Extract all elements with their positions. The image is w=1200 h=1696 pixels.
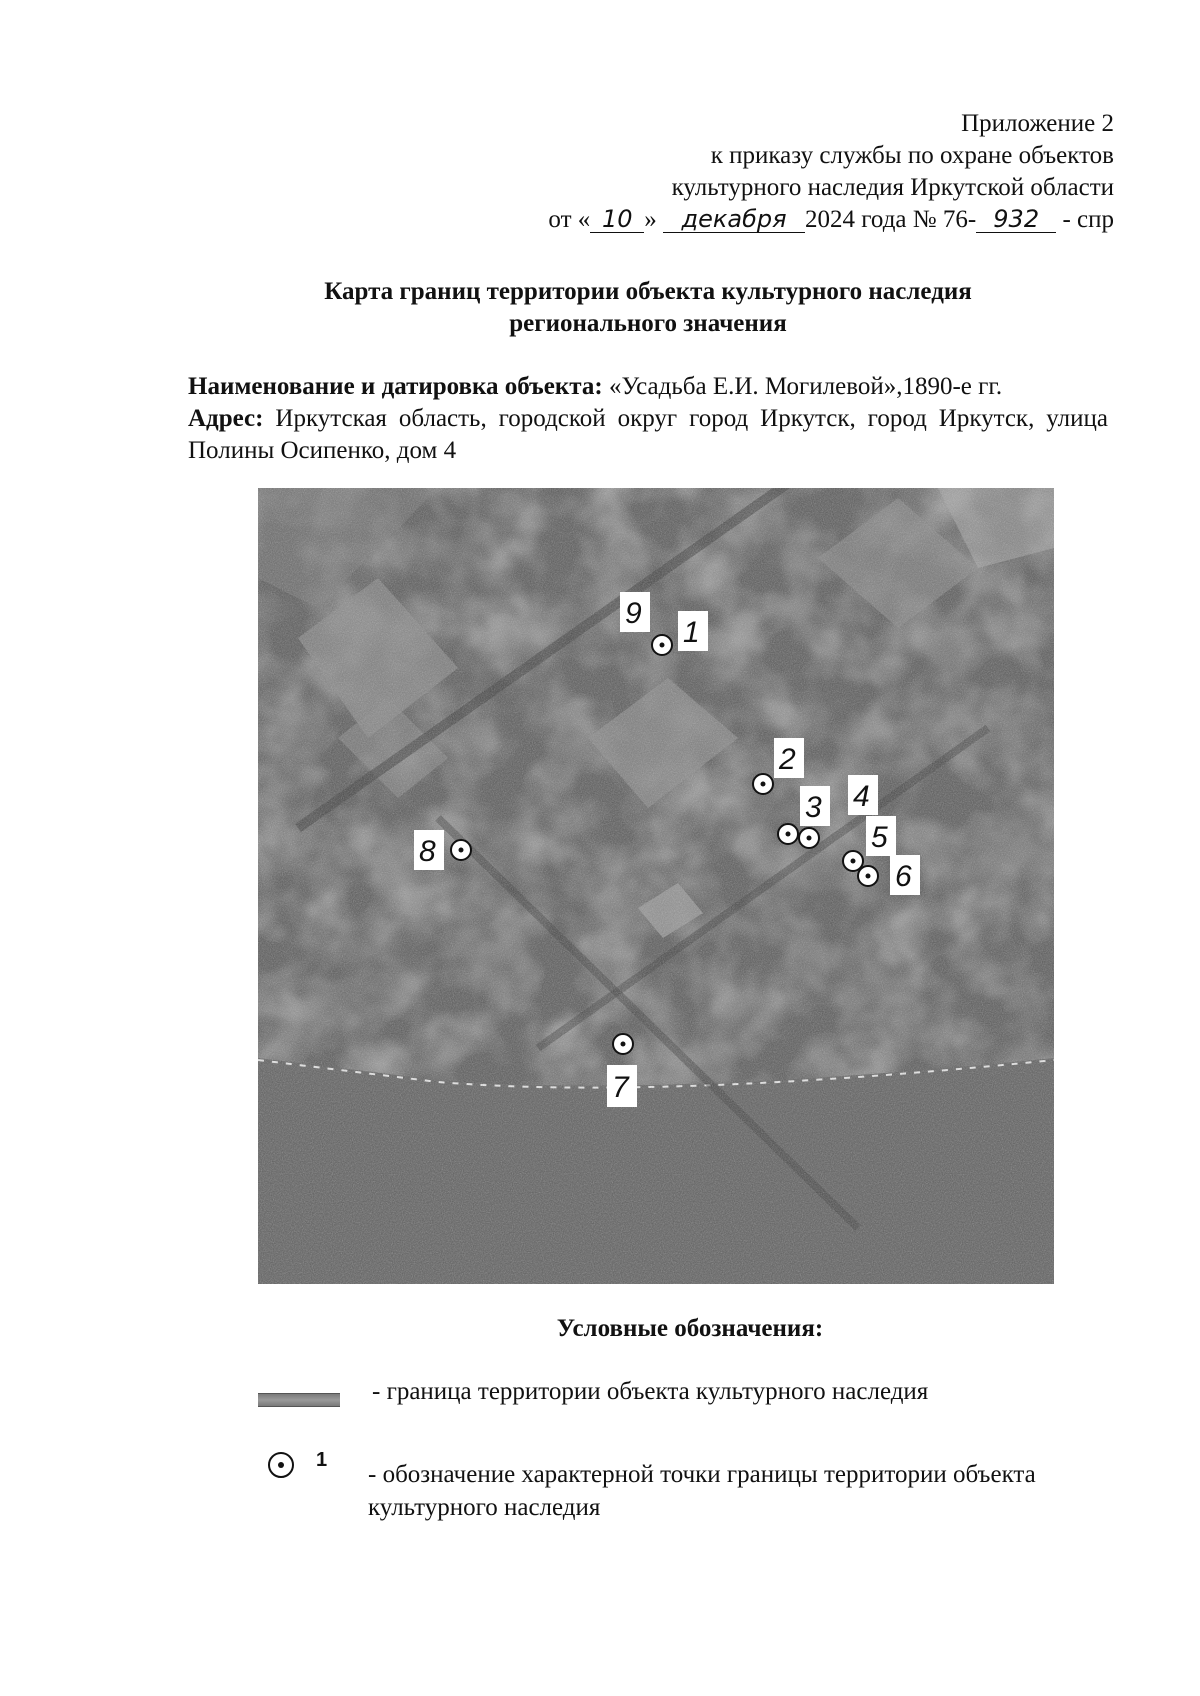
object-address-row (188, 403, 1108, 467)
header-line-1: Приложение 2 (961, 110, 1114, 137)
point-1-label: 1 (683, 616, 700, 649)
title-line-1: Карта границ территории объекта культурного наследия (324, 278, 972, 305)
object-name-label: Наименование и датировка объекта: (188, 373, 603, 400)
point-legend-icon (268, 1452, 294, 1478)
header-block (548, 108, 1114, 236)
header-line-3: культурного наследия Иркутской области (671, 174, 1114, 201)
date-day: 10 (590, 206, 644, 233)
boundary-legend-swatch (258, 1393, 340, 1407)
date-year: 2024 года № 76- (805, 206, 977, 233)
legend-title: Условные обозначения: (556, 1315, 824, 1342)
point-legend-number: 1 (316, 1449, 328, 1471)
point-4-label: 4 (853, 780, 870, 813)
date-mid: » (644, 206, 657, 233)
point-5-label: 5 (871, 821, 888, 854)
boundary-legend-text: - граница территории объекта культурного наследия (372, 1378, 929, 1405)
point-7-label: 7 (612, 1071, 629, 1104)
map-svg (258, 488, 1054, 1284)
point-6-label: 6 (895, 860, 912, 893)
point-4 (848, 775, 878, 815)
point-9-label: 9 (625, 597, 642, 630)
date-prefix: от « (548, 206, 591, 233)
object-address-label: Адрес: (188, 405, 264, 432)
point-3-label: 3 (805, 791, 822, 824)
object-info (188, 371, 1108, 467)
header-date-line (548, 204, 1114, 236)
map-grain (258, 488, 1054, 1284)
object-name-row (188, 371, 1108, 403)
title-line-2: регионального значения (509, 310, 787, 337)
object-name-value: «Усадьба Е.И. Могилевой»,1890-е гг. (608, 373, 1003, 400)
point-9 (620, 592, 650, 632)
point-2-label: 2 (779, 743, 796, 776)
order-suffix: - спр (1062, 206, 1114, 233)
date-month: декабря (663, 206, 805, 233)
aerial-map (258, 488, 1054, 1284)
point-8-label: 8 (419, 835, 436, 868)
object-address-value: Иркутская область, городской округ город Иркутск, город Иркутск, улица Полины Осипенко, дом 4 (188, 405, 1109, 464)
document-title (0, 276, 1200, 340)
point-legend-text: - обозначение характерной точки границы территории объекта культурного наследия (368, 1461, 1036, 1521)
header-line-2: к приказу службы по охране объектов (710, 142, 1114, 169)
order-number: 932 (976, 206, 1056, 233)
